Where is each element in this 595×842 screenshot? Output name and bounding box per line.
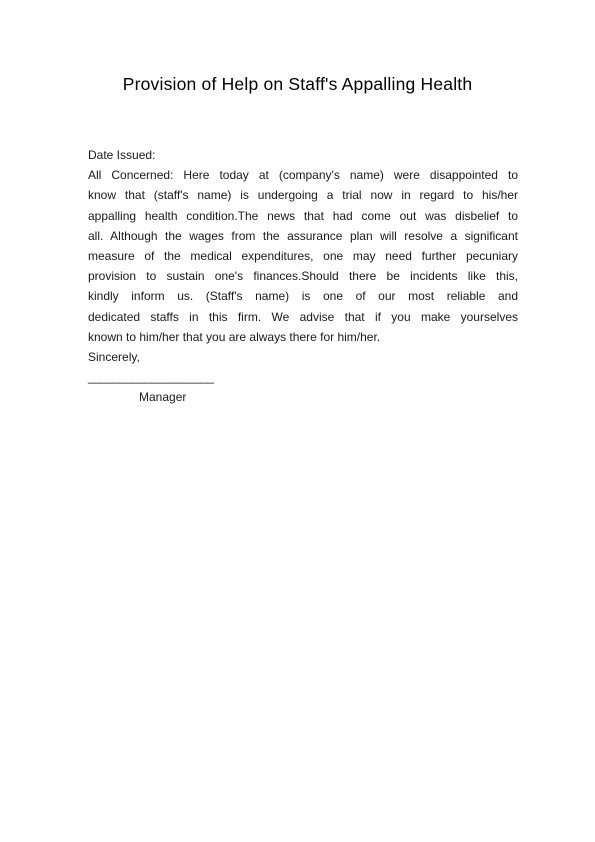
document-title: Provision of Help on Staff's Appalling Health — [122, 74, 473, 94]
body-line-1: All Concerned: Here today at (company's name) were disappointed to — [88, 168, 518, 183]
body-line-4: all. Although the wages from the assurance plan will resolve a significant — [88, 228, 518, 243]
body-line-9: known to him/her that you are always there for him/her. — [88, 329, 381, 344]
signature-line: ____________________ — [88, 370, 214, 385]
letter-body — [88, 145, 518, 408]
body-line-5: measure of the medical expenditures, one may need further pecuniary — [88, 249, 518, 264]
body-line-7: kindly inform us. (Staff's name) is one of our most reliable and — [88, 289, 518, 304]
body-line-8: dedicated staffs in this firm. We advise that if you make yourselves — [88, 309, 518, 324]
date-issued-label: Date Issued: — [88, 148, 156, 162]
body-line-2: know that (staff's name) is undergoing a trial now in regard to his/her — [88, 188, 518, 203]
body-line-6: provision to sustain one's finances.Should there be incidents like this, — [88, 269, 518, 284]
signature-role: Manager — [139, 390, 187, 405]
body-line-3: appalling health condition.The news that had come out was disbelief to — [88, 208, 518, 223]
closing-text: Sincerely, — [88, 350, 140, 365]
